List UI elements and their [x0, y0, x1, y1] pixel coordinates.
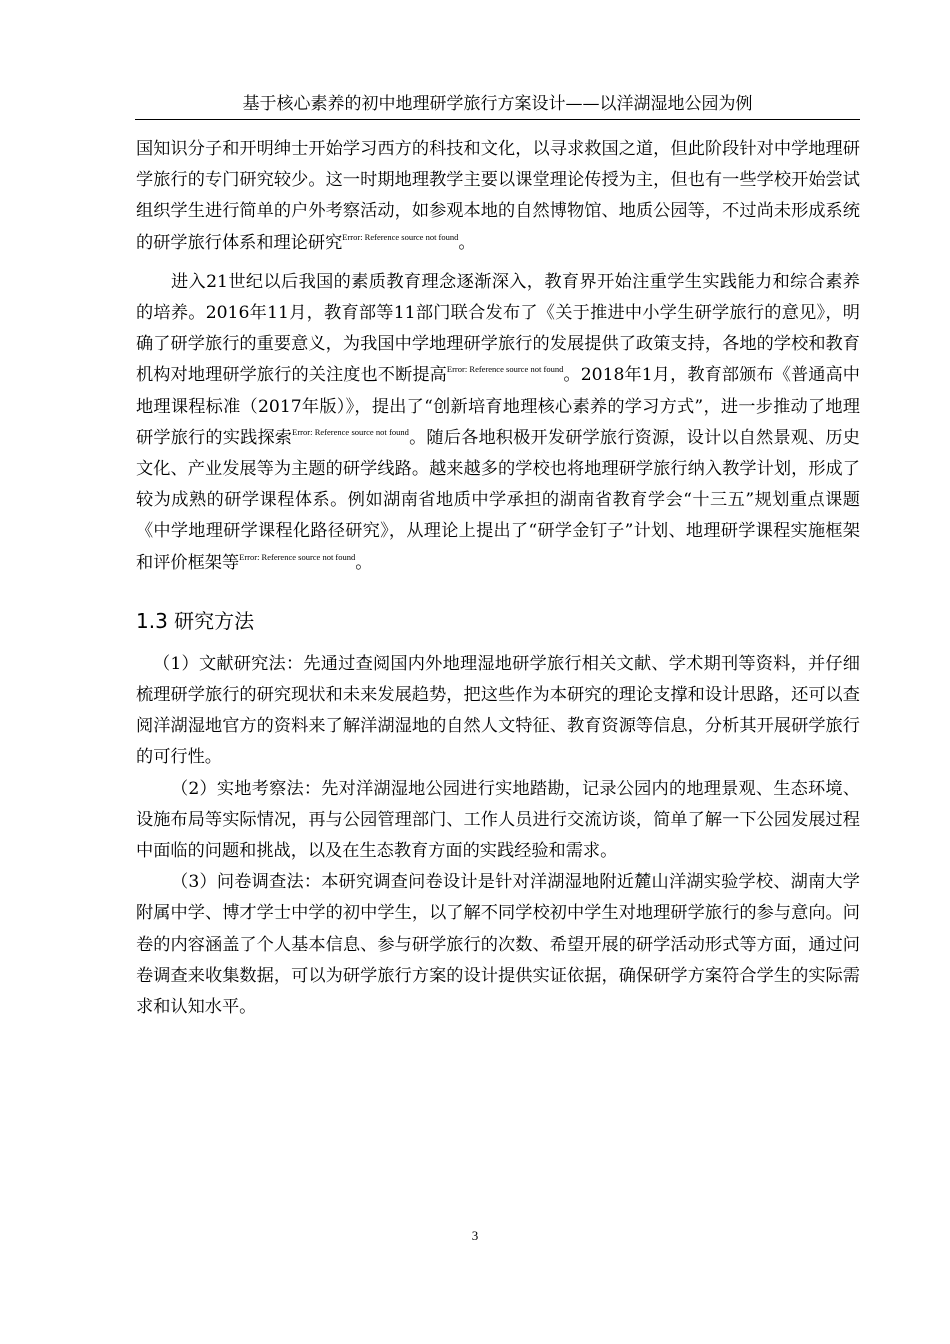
method-literature: （1）文献研究法：先通过查阅国内外地理湿地研学旅行相关文献、学术期刊等资料，并仔细梳理研学旅行的研究现状和未来发展趋势，把这些作为本研究的理论支撑和设计思路，还可以查阅洋湖湿地官方的资料来了解洋湖湿地的自然人文特征、教育资源等信息，分析其开展研学旅行的可行性。 [136, 653, 860, 768]
reference-error-marker: Error: Reference source not found [446, 364, 564, 375]
method-questionnaire: （3）问卷调查法：本研究调查问卷设计是针对洋湖湿地附近麓山洋湖实验学校、湖南大学附属中学、博才学士中学的初中学生，以了解不同学校初中学生对地理研学旅行的参与意向。问卷的内容涵盖了个人基本信息、参与研学旅行的次数、希望开展的研学活动形式等方面，通过问卷调查来收集数据，可以为研学旅行方案的设计提供实证依据，确保研学方案符合学生的实际需求和认知水平。 [136, 872, 860, 1018]
section-heading: 1.3 研究方法 [136, 608, 255, 633]
page-number: 3 [471, 1228, 479, 1243]
body-text [136, 134, 860, 1023]
paragraph-end: 。 [355, 552, 373, 573]
reference-error-marker: Error: Reference source not found [239, 551, 356, 562]
paragraph-end: 。 [458, 232, 476, 253]
reference-error-marker: Error: Reference source not found [292, 426, 409, 437]
paragraph-text: 国知识分子和开明绅士开始学习西方的科技和文化，以寻求救国之道，但此阶段针对中学地理研学旅行的专门研究较少。这一时期地理教学主要以课堂理论传授为主，但也有一些学校开始尝试组织学生进行简单的户外考察活动，如参观本地的自然博物馆、地质公园等，不过尚未形成系统的研学旅行体系和理论研究 [136, 139, 860, 253]
paragraph-21st-century [136, 267, 860, 579]
paragraph-text: 进入21世纪以后我国的素质教育理念逐渐深入，教育界开始注重学生实践能力和综合素养的培养。2016年11月，教育部等11部门联合发布了《关于推进中小学生研学旅行的意见》，明确了研学旅行的重要意义，为我国中学地理研学旅行的发展提供了政策支持，各地的学校和教育机构对地理研学旅行的关注度也不断提高 [136, 271, 860, 386]
paragraph-history [136, 134, 860, 259]
running-header: 基于核心素养的初中地理研学旅行方案设计——以洋湖湿地公园为例 [135, 92, 860, 120]
paragraph-text: 。随后各地积极开发研学旅行资源，设计以自然景观、历史文化、产业发展等为主题的研学线路。越来越多的学校也将地理研学旅行纳入教学计划，形成了较为成熟的研学课程体系。例如湖南省地质中学承担的湖南省教育学会“十三五”规划重点课题《中学地理研学课程化路径研究》，从理论上提出了“研学金钉子”计划、地理研学课程实施框架和评价框架等 [136, 427, 860, 573]
paragraph-text: 。2018年1月，教育部颁布《普通高中地理课程标准（2017年版）》，提出了“创新培育地理核心素养的学习方式”，进一步推动了地理研学旅行的实践探索 [136, 365, 860, 448]
method-field-survey: （2）实地考察法：先对洋湖湿地公园进行实地踏勘，记录公园内的地理景观、生态环境、设施布局等实际情况，再与公园管理部门、工作人员进行交流访谈，简单了解一下公园发展过程中面临的问题和挑战，以及在生态教育方面的实践经验和需求。 [136, 778, 860, 862]
reference-error-marker: Error: Reference source not found [342, 231, 459, 242]
